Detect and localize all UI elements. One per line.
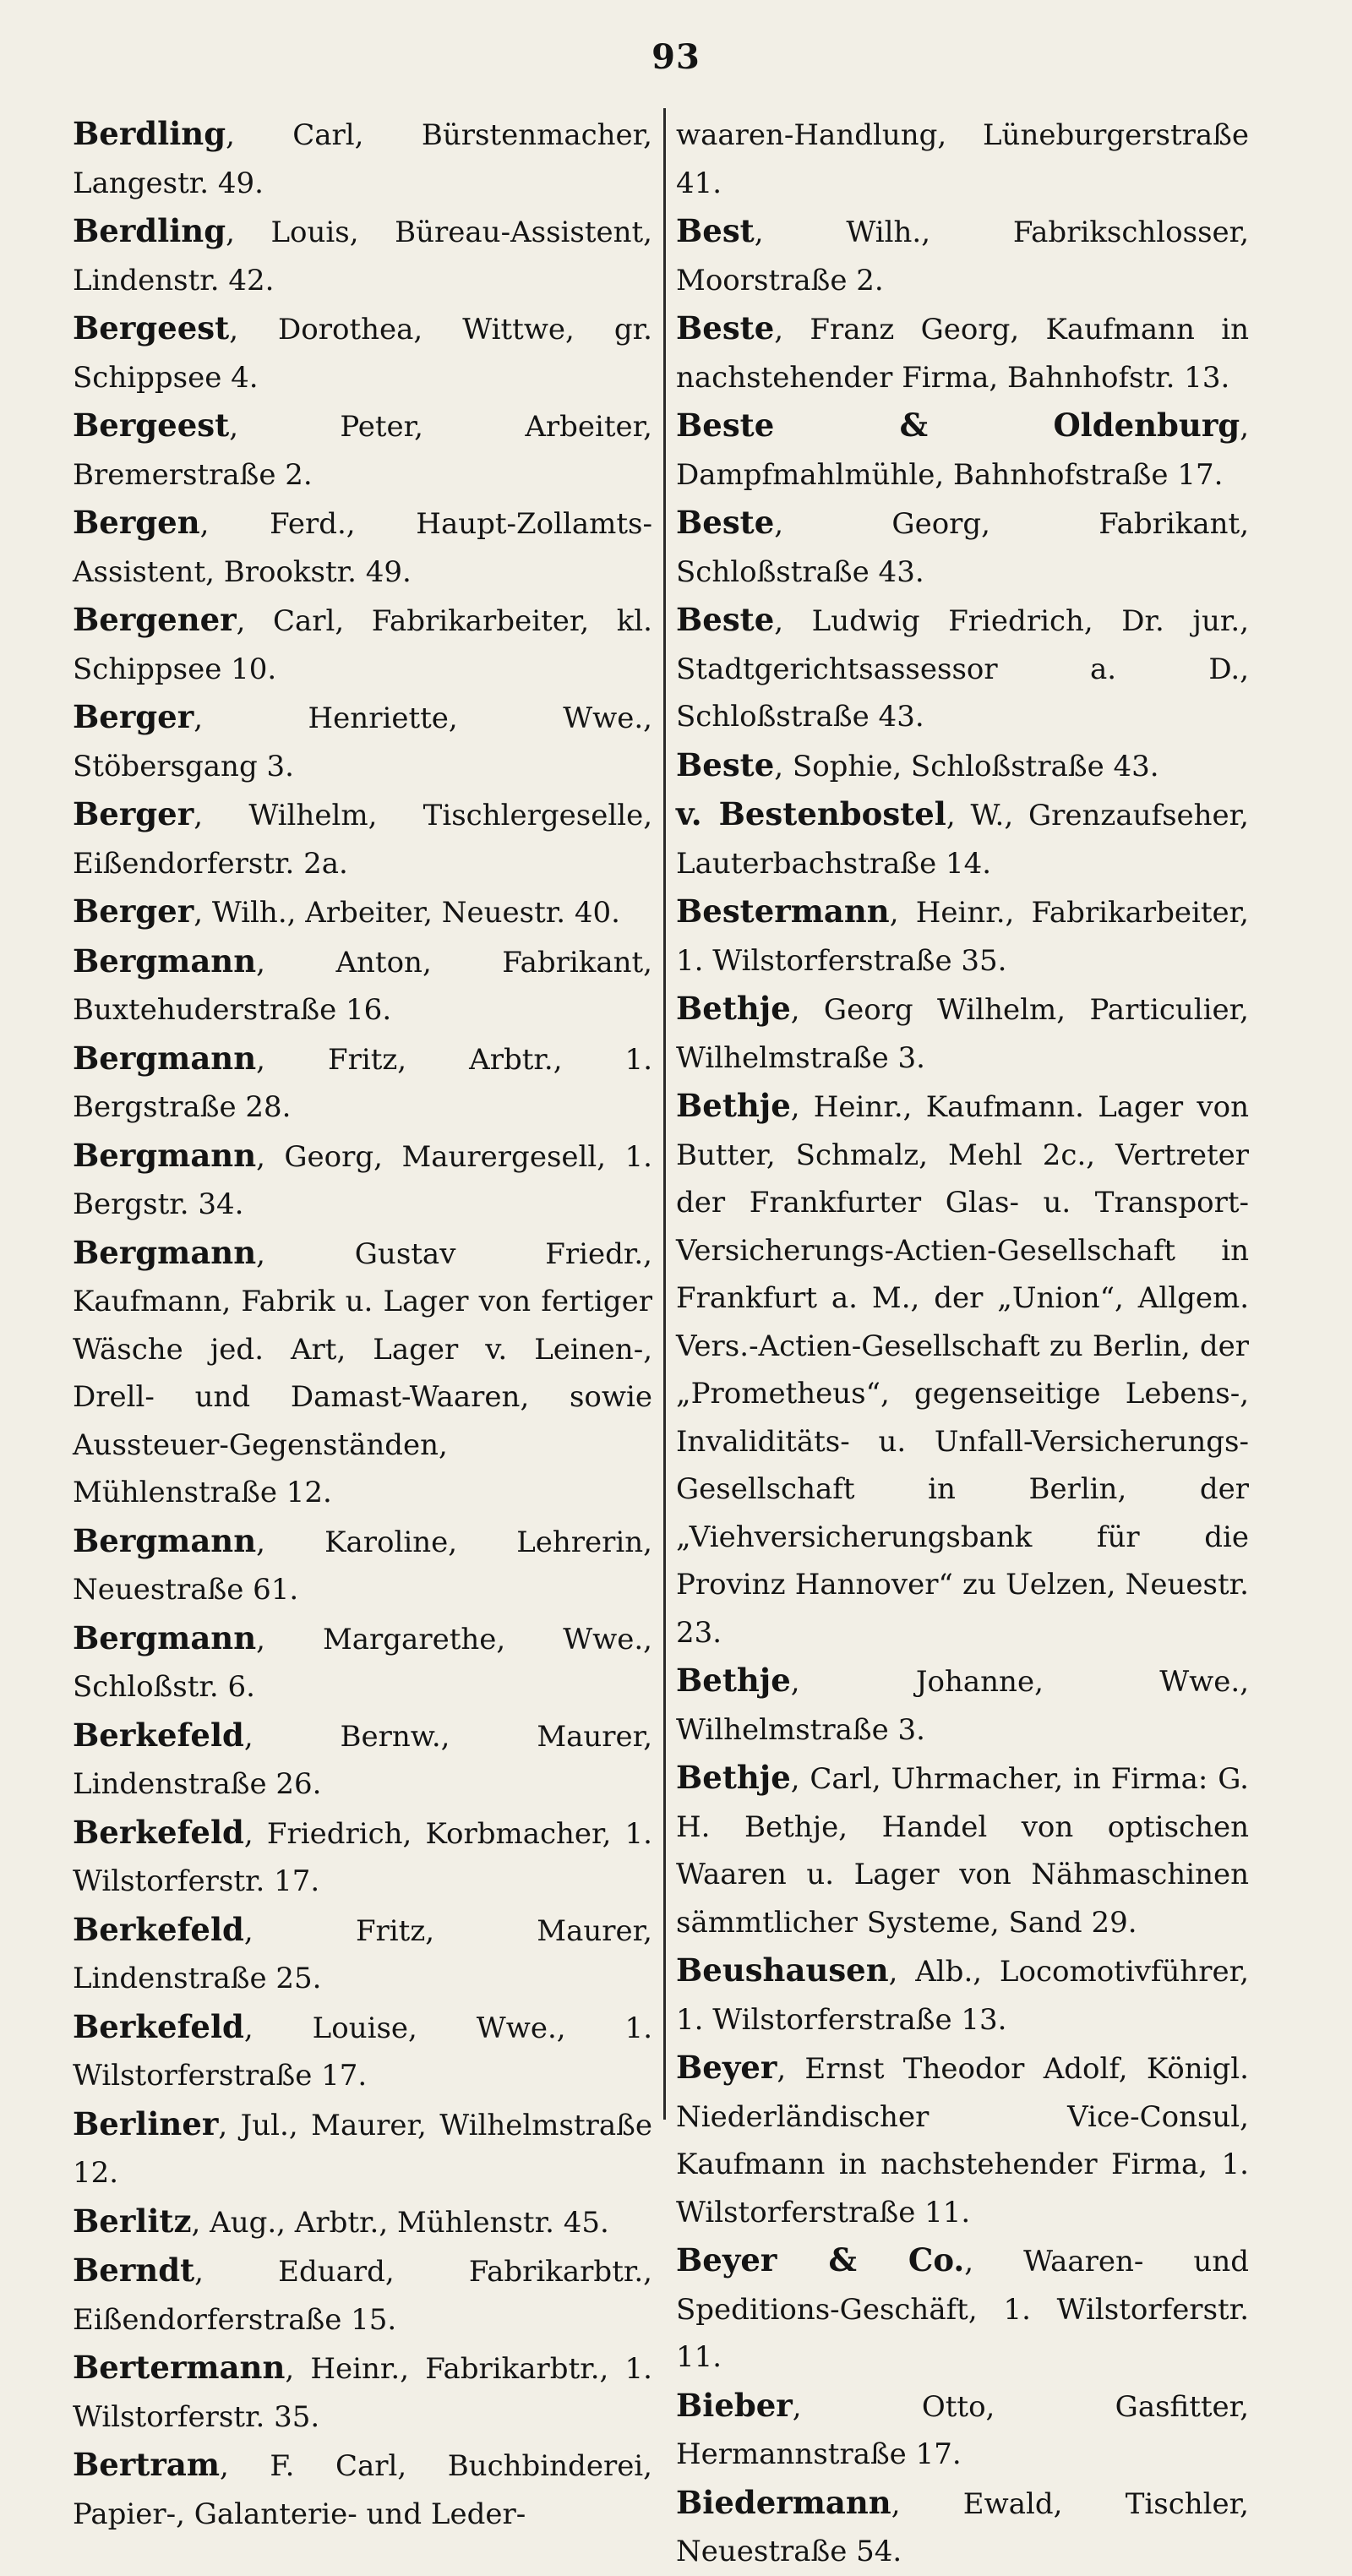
entry-details: , Ferd., Haupt-Zollamts-Assistent, Brookstr. 49. (73, 507, 652, 589)
directory-entry (676, 499, 1249, 596)
entry-name: Bertram (73, 2446, 221, 2483)
entry-name: Bergmann (73, 1039, 257, 1077)
entry-name: Bergeest (73, 309, 230, 347)
entry-details: , W., Grenzaufseher, Lauterbachstraße 14. (676, 799, 1249, 881)
entry-name: Bergmann (73, 1521, 257, 1559)
directory-entry (73, 1132, 652, 1229)
entry-details: , Franz Georg, Kaufmann in nachstehender Firma, Bahnhofstr. 13. (676, 313, 1249, 395)
entry-name: Berger (73, 795, 194, 832)
directory-entry (73, 1906, 652, 2003)
directory-entry (676, 1656, 1249, 1754)
directory-entry (676, 596, 1249, 741)
directory-entry (73, 2441, 652, 2538)
entry-name: Bethje (676, 1087, 791, 1124)
entry-name: Bergmann (73, 1136, 257, 1174)
directory-entry (676, 207, 1249, 304)
directory-entry (676, 985, 1249, 1082)
entry-details: , Wilh., Arbeiter, Neuestr. 40. (194, 896, 620, 930)
entry-name: Bieber (676, 2386, 793, 2424)
directory-entry (73, 2344, 652, 2441)
entry-details: , Fritz, Arbtr., 1. Bergstraße 28. (73, 1042, 652, 1124)
entry-name: Bethje (676, 1662, 791, 1699)
entry-name: Bergeest (73, 407, 230, 444)
directory-entry (73, 693, 652, 790)
page-number: 93 (651, 37, 701, 77)
entry-name: Berlitz (73, 2202, 192, 2240)
entry-details: , Heinr., Kaufmann. Lager von Butter, Schmalz, Mehl 2c., Vertreter der Frankfurter Glas- u. Transport-Versicherungs-Actien-Gesellschaft in Frankfurt a. M., der „Union“, Allgem. Vers.-Actien-Gesellschaft zu Berlin, der „Prometheus“, gegenseitige Lebens-, Invaliditäts- u. Unfall-Versicherungs-Gesellschaft in Berlin, der „Viehversicherungsbank für die Provinz Hannover“ zu Uelzen, Neuestr. 23. (676, 1090, 1249, 1650)
directory-entry (73, 1711, 652, 1809)
directory-entry (676, 790, 1249, 887)
entry-details: , Carl, Uhrmacher, in Firma: G. H. Bethje, Handel von optischen Waaren u. Lager von Nähmaschinen sämmtlicher Systeme, Sand 29. (676, 1762, 1249, 1940)
entry-details: , Gustav Friedr., Kaufmann, Fabrik u. Lager von fertiger Wäsche jed. Art, Lager v. Leinen-, Drell- und Damast-Waaren, sowie Aussteuer-Gegenständen, Mühlenstraße 12. (73, 1236, 652, 1509)
entry-details: , Dampfmahlmühle, Bahnhofstraße 17. (676, 410, 1249, 492)
entry-name: Berkefeld (73, 1910, 244, 1948)
directory-entry (73, 1034, 652, 1132)
directory-entry (73, 937, 652, 1034)
entry-details: , F. Carl, Buchbinderei, Papier-, Galanterie- und Leder- (73, 2449, 652, 2531)
entry-details: , Georg, Fabrikant, Schloßstraße 43. (676, 507, 1249, 589)
directory-entry (676, 2236, 1249, 2382)
entry-details: , Aug., Arbtr., Mühlenstr. 45. (191, 2205, 609, 2240)
directory-entry (73, 790, 652, 887)
entry-details: , Henriette, Wwe., Stöbersgang 3. (73, 701, 652, 783)
directory-entry (73, 207, 652, 304)
entry-name: v. Bestenbostel (676, 795, 946, 832)
entry-details: waaren-Handlung, Lüneburgerstraße 41. (676, 118, 1249, 200)
directory-entry (73, 499, 652, 596)
entry-details: , Fritz, Maurer, Lindenstraße 25. (73, 1913, 652, 1995)
entry-name: Best (676, 212, 755, 249)
entry-details: , Otto, Gasfitter, Hermannstraße 17. (676, 2389, 1249, 2471)
entry-details: , Ernst Theodor Adolf, Königl. Niederländischer Vice-Consul, Kaufmann in nachstehender Firma, 1. Wilstorferstraße 11. (676, 2052, 1249, 2229)
entry-details: , Ewald, Tischler, Neuestraße 54. (676, 2486, 1249, 2568)
directory-entry (676, 887, 1249, 985)
entry-details: , Georg, Maurergesell, 1. Bergstr. 34. (73, 1139, 652, 1221)
entry-name: Bestermann (676, 892, 890, 930)
directory-entry (676, 1754, 1249, 1946)
directory-entry (676, 1082, 1249, 1656)
entry-name: Beste (676, 309, 775, 347)
entry-details: , Peter, Arbeiter, Bremerstraße 2. (73, 410, 652, 492)
entry-name: Beste (676, 504, 775, 541)
directory-entry (73, 2003, 652, 2100)
entry-name: Beyer & Co. (676, 2241, 965, 2279)
entry-details: , Carl, Fabrikarbeiter, kl. Schippsee 10. (73, 604, 652, 686)
directory-entry (676, 1946, 1249, 2044)
directory-entry (676, 2479, 1249, 2576)
entry-name: Bertermann (73, 2349, 286, 2386)
entry-name: Berkefeld (73, 2007, 244, 2045)
entry-name: Berkefeld (73, 1813, 244, 1851)
entry-name: Berliner (73, 2104, 219, 2142)
entry-name: Berger (73, 892, 194, 930)
entry-name: Berger (73, 698, 194, 735)
entry-name: Bergmann (73, 1233, 257, 1271)
entry-details: , Karoline, Lehrerin, Neuestraße 61. (73, 1525, 652, 1607)
entry-name: Beushausen (676, 1951, 889, 1989)
directory-entry (73, 1614, 652, 1711)
entry-details: , Ludwig Friedrich, Dr. jur., Stadtgerichtsassessor a. D., Schloßstraße 43. (676, 604, 1249, 734)
entry-name: Bethje (676, 990, 791, 1027)
entry-details: , Bernw., Maurer, Lindenstraße 26. (73, 1719, 652, 1801)
entry-name: Beste (676, 601, 775, 638)
entry-details: , Georg Wilhelm, Particulier, Wilhelmstraße 3. (676, 993, 1249, 1075)
directory-entry (73, 2246, 652, 2344)
directory-entry (73, 304, 652, 401)
directory-entry (73, 110, 652, 207)
directory-entry (73, 1517, 652, 1614)
entry-name: Bethje (676, 1759, 791, 1796)
entry-details: , Johanne, Wwe., Wilhelmstraße 3. (676, 1665, 1249, 1747)
entry-name: Berndt (73, 2251, 195, 2289)
directory-entry (676, 2382, 1249, 2479)
directory-entry (73, 1229, 652, 1517)
right-column (676, 110, 1249, 2576)
entry-name: Beste & Oldenburg (676, 407, 1240, 444)
entry-details: , Waaren- und Speditions-Geschäft, 1. Wilstorferstr. 11. (676, 2245, 1249, 2374)
entry-details: , Alb., Locomotivführer, 1. Wilstorferstraße 13. (676, 1955, 1249, 2037)
entry-name: Bergen (73, 504, 200, 541)
column-divider (663, 108, 666, 2120)
entry-details: , Sophie, Schloßstraße 43. (774, 749, 1159, 783)
entry-name: Bergener (73, 601, 237, 638)
entry-details: , Friedrich, Korbmacher, 1. Wilstorferstr. 17. (73, 1816, 652, 1898)
directory-entry (676, 304, 1249, 401)
entry-name: Beste (676, 745, 775, 783)
directory-entry (676, 2044, 1249, 2236)
entry-name: Beyer (676, 2049, 777, 2086)
directory-entry (73, 596, 652, 693)
entry-details: , Anton, Fabrikant, Buxtehuderstraße 16. (73, 945, 652, 1027)
entry-name: Berkefeld (73, 1716, 244, 1754)
left-column (73, 110, 652, 2538)
entry-details: , Wilh., Fabrikschlosser, Moorstraße 2. (676, 216, 1249, 297)
entry-details: , Dorothea, Wittwe, gr. Schippsee 4. (73, 313, 652, 395)
directory-entry (73, 2100, 652, 2197)
directory-entry (676, 110, 1249, 207)
directory-entry (676, 741, 1249, 791)
entry-name: Bergmann (73, 1618, 257, 1656)
entry-name: Biedermann (676, 2483, 891, 2521)
directory-entry (73, 887, 652, 937)
entry-details: , Wilhelm, Tischlergeselle, Eißendorferstr. 2a. (73, 799, 652, 881)
directory-entry (73, 2197, 652, 2247)
entry-details: , Carl, Bürstenmacher, Langestr. 49. (73, 118, 652, 200)
directory-entry (676, 401, 1249, 499)
entry-details: , Jul., Maurer, Wilhelmstraße 12. (73, 2108, 652, 2190)
directory-entry (73, 1809, 652, 1906)
entry-name: Berdling (73, 115, 226, 152)
entry-details: , Eduard, Fabrikarbtr., Eißendorferstraße 15. (73, 2255, 652, 2337)
entry-details: , Margarethe, Wwe., Schloßstr. 6. (73, 1622, 652, 1704)
entry-details: , Heinr., Fabrikarbtr., 1. Wilstorferstr. 35. (73, 2352, 652, 2434)
entry-details: , Louis, Büreau-Assistent, Lindenstr. 42. (73, 216, 652, 297)
entry-name: Bergmann (73, 941, 257, 980)
directory-entry (73, 401, 652, 499)
entry-details: , Louise, Wwe., 1. Wilstorferstraße 17. (73, 2011, 652, 2093)
entry-name: Berdling (73, 212, 226, 249)
entry-details: , Heinr., Fabrikarbeiter, 1. Wilstorferstraße 35. (676, 896, 1249, 978)
